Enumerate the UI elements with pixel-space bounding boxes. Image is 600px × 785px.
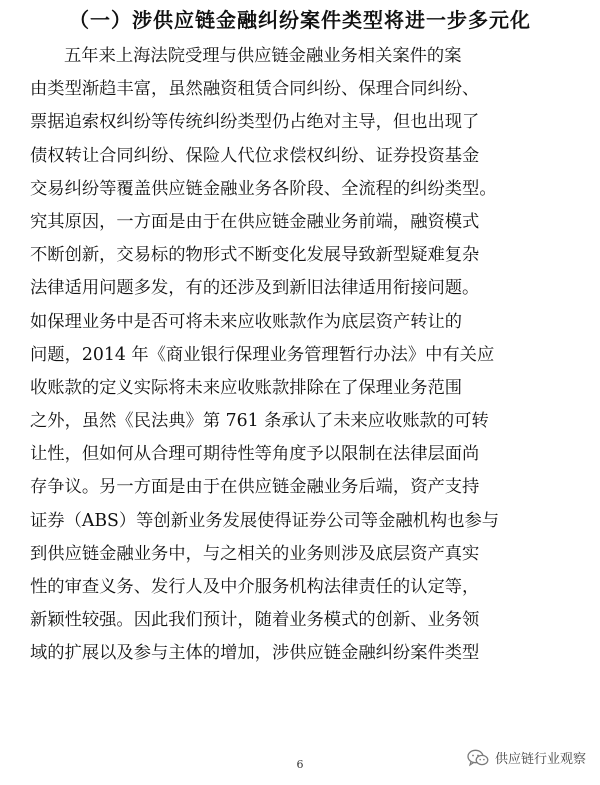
watermark-label: 供应链行业观察 — [494, 752, 586, 767]
source-watermark — [467, 748, 586, 767]
text-line: 究其原因，一方面是由于在供应链金融业务前端，融资模式 — [30, 211, 480, 232]
text-line: 性的审查义务、发行人及中介服务机构法律责任的认定等， — [30, 577, 480, 597]
body-paragraph — [30, 40, 570, 671]
text-line: 债权转让合同纠纷、保险人代位求偿权纠纷、证券投资基金 — [30, 145, 480, 166]
section-heading: （一）涉供应链金融纠纷案件类型将进一步多元化 — [69, 8, 531, 32]
text-line: 法律适用问题多发，有的还涉及到新旧法律适用衔接问题。 — [30, 278, 480, 299]
text-line: 新颖性较强。因此我们预计，随着业务模式的创新、业务领 — [30, 610, 480, 631]
text-line: 收账款的定义实际将未来应收账款排除在了保理业务范围 — [30, 377, 463, 398]
text-line: 由类型渐趋丰富，虽然融资租赁合同纠纷、保理合同纠纷、 — [30, 79, 480, 100]
text-line: 存争议。另一方面是由于在供应链金融业务后端，资产支持 — [30, 477, 480, 498]
text-line: 证券（ABS）等创新业务发展使得证券公司等金融机构也参与 — [30, 510, 500, 531]
text-line: 到供应链金融业务中，与之相关的业务则涉及底层资产真实 — [30, 543, 480, 564]
text-line: 让性，但如何从合理可期待性等角度予以限制在法律层面尚 — [30, 444, 480, 465]
page-number: 6 — [296, 758, 304, 771]
text-line: 票据追索权纠纷等传统纠纷类型仍占绝对主导，但也出现了 — [30, 112, 480, 133]
text-line: 如保理业务中是否可将未来应收账款作为底层资产转让的 — [30, 311, 463, 332]
text-line: 交易纠纷等覆盖供应链金融业务各阶段、全流程的纠纷类型。 — [30, 178, 497, 199]
text-line: 不断创新，交易标的物形式不断变化发展导致新型疑难复杂 — [30, 245, 480, 266]
wechat-icon — [467, 749, 489, 767]
text-line: 问题，2014 年《商业银行保理业务管理暂行办法》中有关应 — [30, 344, 495, 365]
text-line: 五年来上海法院受理与供应链金融业务相关案件的案 — [64, 46, 462, 66]
text-line: 域的扩展以及参与主体的增加，涉供应链金融纠纷案件类型 — [30, 643, 480, 664]
text-line: 之外，虽然《民法典》第 761 条承认了未来应收账款的可转 — [30, 411, 489, 432]
